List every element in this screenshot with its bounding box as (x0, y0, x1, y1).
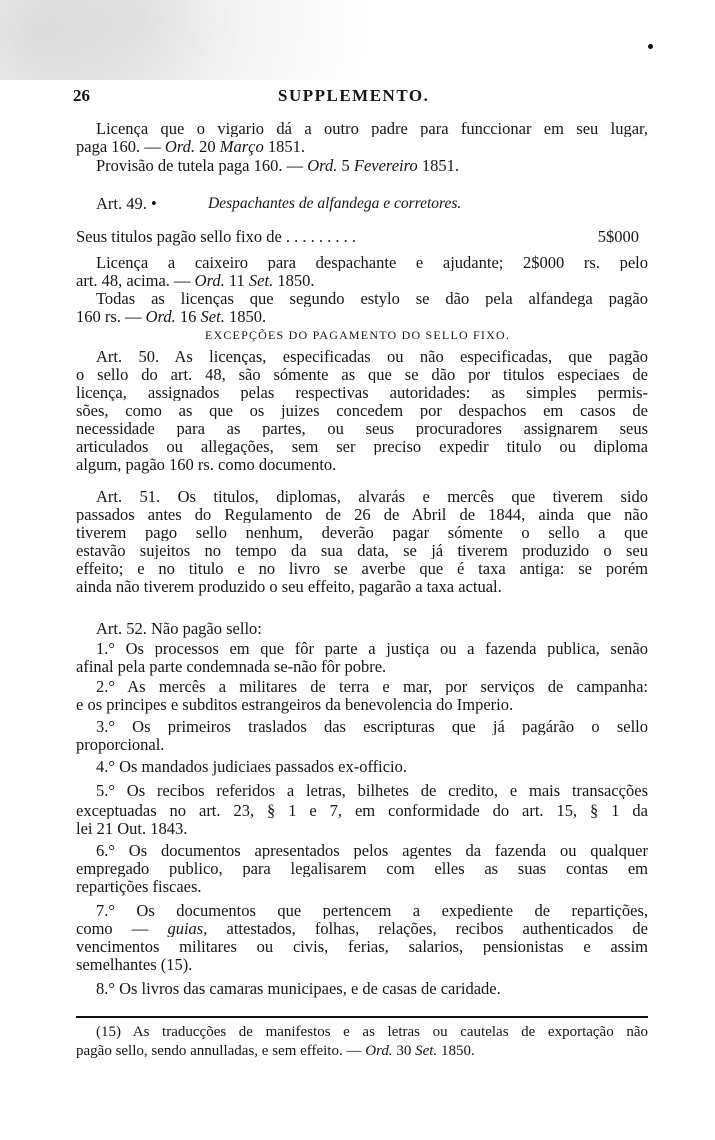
text-line (76, 820, 187, 837)
text-line (76, 524, 648, 541)
italic-text: Set. (200, 307, 225, 326)
text-segment: 2.° As mercês a militares de terra e mar, por serviços de campanha: (96, 678, 648, 695)
text-line (76, 366, 648, 383)
text-segment: 1851. (263, 137, 306, 156)
text-segment: semelhantes (15). (76, 955, 193, 974)
text-segment: vencimentos militares ou civis, ferias, salarios, pensionistas e assim (76, 938, 648, 955)
text-segment: como — (76, 920, 168, 937)
italic-text: Set. (415, 1043, 438, 1059)
italic-text: Ord. (307, 156, 338, 175)
text-segment: o sello do art. 48, são sómente as que se dão por titulos especiaes de (76, 366, 648, 383)
text-segment: exceptuadas no art. 23, § 1 e 7, em conformidade do art. 15, § 1 da (76, 802, 648, 819)
text-segment: sões, como as que os juizes concedem por despachos em casos de (76, 402, 648, 419)
text-line (76, 920, 648, 937)
text-segment: proporcional. (76, 735, 165, 754)
text-segment: Todas as licenças que segundo estylo se dão pela alfandega pagão (96, 290, 648, 307)
text-line (76, 860, 648, 877)
footnote-line (96, 1024, 648, 1041)
text-segment: lei 21 Out. 1843. (76, 819, 188, 838)
text-segment: 8.° Os livros das camaras municipaes, e de casas de caridade. (96, 979, 501, 998)
italic-text: Ord. (145, 307, 176, 326)
running-head: SUPPLEMENTO. (278, 86, 430, 105)
text-line (76, 308, 266, 325)
text-line (76, 542, 648, 559)
text-line (76, 658, 386, 675)
text-line (76, 384, 648, 401)
italic-text: Fevereiro (353, 156, 418, 175)
text-line (76, 736, 164, 753)
italic-text: Ord. (194, 271, 225, 290)
page-number: 26 (73, 86, 90, 105)
text-segment: 1850. (224, 307, 267, 326)
text-segment: 3.° Os primeiros traslados das escripturas que já pagárão o sello (96, 718, 648, 735)
text-segment: art. 48, acima. — (76, 271, 195, 290)
text-segment: 30 (392, 1043, 416, 1059)
footnote-rule (76, 1016, 648, 1018)
text-line (76, 420, 648, 437)
text-segment: 11 (224, 271, 249, 290)
text-segment: tiverem pago sello nenhum, deverão pagar sómente o sello a que (76, 524, 648, 541)
text-line (76, 878, 202, 895)
text-line (96, 980, 501, 997)
ink-dot (648, 44, 653, 49)
text-segment: Art. 52. Não pagão sello: (96, 619, 262, 638)
text-segment: Art. 50. As licenças, especificadas ou não especificadas, que pagão (96, 348, 648, 365)
text-segment: 20 (195, 137, 220, 156)
art49-title: Despachantes de alfandega e corretores. (208, 195, 462, 212)
text-segment: 1851. (417, 156, 459, 175)
italic-text: Ord. (365, 1043, 393, 1059)
text-line (96, 254, 648, 271)
text-segment: Licença a caixeiro para despachante e ajudante; 2$000 rs. pelo (96, 254, 648, 271)
text-segment: paga 160. — (76, 137, 165, 156)
text-line (76, 456, 336, 473)
text-segment: Licença que o vigario dá a outro padre para funccionar em seu lugar, (96, 120, 648, 137)
text-segment: 4.° Os mandados judiciaes passados ex-officio. (96, 757, 408, 776)
text-line (96, 758, 407, 775)
text-line (76, 506, 648, 523)
text-segment: necessidade para as partes, ou seus procuradores assignarem seus (76, 420, 648, 437)
text-segment: 1850. (273, 271, 315, 290)
text-segment: estavão sujeitos no tempo da sua data, se já tiverem produzido o seu (76, 542, 648, 559)
text-segment: repartições fiscaes. (76, 877, 202, 896)
text-segment: effeito; e no titulo e no livro se averbe que é taxa antiga: se porém (76, 560, 648, 577)
text-line (96, 120, 648, 137)
text-line (96, 842, 648, 859)
text-line (96, 488, 648, 505)
text-segment: 5 (337, 156, 354, 175)
text-line (96, 620, 262, 637)
text-line (96, 718, 648, 735)
text-segment: Art. 51. Os titulos, diplomas, alvarás e mercês que tiverem sido (96, 488, 648, 505)
text-line (76, 402, 648, 419)
text-segment: afinal pela parte condemnada se-não fôr pobre. (76, 657, 387, 676)
scan-noise (0, 0, 715, 80)
text-line (76, 438, 648, 455)
footnote-line (76, 1043, 475, 1060)
text-segment: pagão sello, sendo annulladas, e sem effeito. — (76, 1043, 366, 1059)
text-line (76, 272, 314, 289)
text-segment: licença, assignados pelas respectivas autoridades: as simples permis- (76, 384, 648, 401)
text-segment: 5.° Os recibos referidos a letras, bilhetes de credito, e mais transacções (96, 782, 648, 799)
text-segment: (15) As traducções de manifestos e as letras ou cautelas de exportação não (96, 1024, 648, 1040)
text-line (96, 782, 648, 799)
section-heading: EXCEPÇÕES DO PAGAMENTO DO SELLO FIXO. (204, 328, 511, 342)
text-segment: Provisão de tutela paga 160. — (96, 156, 308, 175)
text-segment: 1850. (437, 1043, 475, 1059)
text-segment: passados antes do Regulamento de 26 de Abril de 1844, ainda que não (76, 506, 648, 523)
text-segment: ainda não tiverem produzido o seu effeito, pagarão a taxa actual. (76, 577, 502, 596)
italic-text: Set. (248, 271, 274, 290)
text-line (76, 802, 648, 819)
italic-text: guias (167, 920, 204, 937)
text-segment: 1.° Os processos em que fôr parte a justiça ou a fazenda publica, senão (96, 640, 648, 657)
italic-text: Ord. (164, 137, 196, 156)
seus-titulos-amount: 5$000 (597, 227, 639, 246)
text-line (76, 938, 648, 955)
text-line (76, 560, 648, 577)
art49-label: Art. 49. • (96, 194, 157, 213)
text-line (96, 640, 648, 657)
text-segment: 7.° Os documentos que pertencem a expediente de repartições, (96, 902, 648, 919)
text-segment: 16 (175, 307, 201, 326)
italic-text: Março (219, 137, 264, 156)
text-segment: 6.° Os documentos apresentados pelos agentes da fazenda ou qualquer (96, 842, 648, 859)
seus-titulos-text: Seus titulos pagão sello fixo de . . . . . . . . . (76, 227, 357, 246)
text-line (96, 290, 648, 307)
text-line (96, 902, 648, 919)
text-segment: articulados ou allegações, sem ser preciso expedir titulo ou diploma (76, 438, 648, 455)
text-segment: e os principes e subditos estrangeiros da benevolencia do Imperio. (76, 695, 514, 714)
text-line (76, 578, 502, 595)
text-segment: algum, pagão 160 rs. como documento. (76, 455, 337, 474)
text-segment: 160 rs. — (76, 307, 146, 326)
text-line (76, 956, 192, 973)
text-line (76, 696, 513, 713)
text-line (76, 138, 305, 155)
text-segment: , attestados, folhas, relações, recibos authenticados de (203, 920, 648, 937)
text-segment: empregado publico, para legalisarem com elles as suas contas em (76, 860, 648, 877)
text-line (96, 157, 459, 174)
text-line (96, 678, 648, 695)
text-line (96, 348, 648, 365)
